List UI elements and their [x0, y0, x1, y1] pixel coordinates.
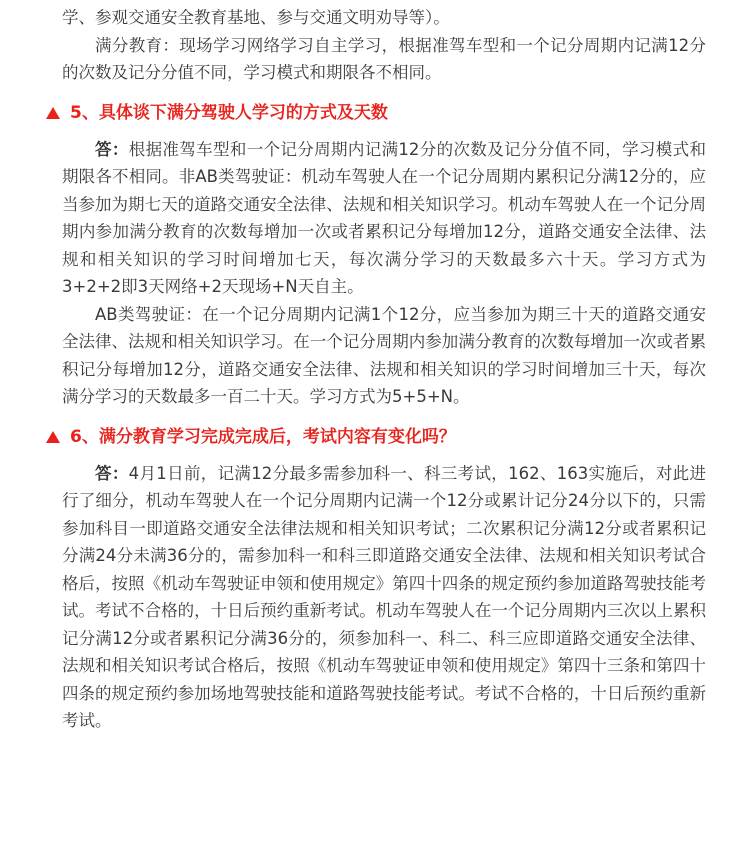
- section-6-answer-text: 4月1日前，记满12分最多需参加科一、科三考试，162、163实施后，对此进行了细分，机动车驾驶人在一个记分周期内记满一个12分或累计记分24分以下的，只需参加科目一即道路交通安全法律法规和相关知识考试；二次累积记分满12分或者累积记分满24分未满36分的，需参加科一和科三即道路交通安全法律、法规和相关知识考试合格后，按照《机动车驾驶证申领和使用规定》第四十四条的规定预约参加道路驾驶技能考试。考试不合格的，十日后预约重新考试。机动车驾驶人在一个记分周期内三次以上累积记分满12分或者累积记分满36分的，须参加科一、科二、科三应即道路交通安全法律、法规和相关知识考试合格后，按照《机动车驾驶证申领和使用规定》第四十三条和第四十四条的规定预约参加场地驾驶技能和道路驾驶技能考试。考试不合格的，十日后预约重新考试。: [62, 463, 707, 730]
- section-5-ab-paragraph: AB类驾驶证：在一个记分周期内记满1个12分，应当参加为期三十天的道路交通安全法律、法规和相关知识学习。在一个记分周期内参加满分教育的次数每增加一次或者累积记分每增加12分，道路交通安全法律、法规和相关知识的学习时间增加三十天，每次满分学习的天数最多一百二十天。学习方式为5+5+N。: [62, 304, 706, 406]
- section-5-answer-text: 根据准驾车型和一个记分周期内记满12分的次数及记分分值不同，学习模式和期限各不相同。非AB类驾驶证：机动车驾驶人在一个记分周期内累积记分满12分的，应当参加为期七天的道路交通安全法律、法规和相关知识学习。机动车驾驶人在一个记分周期内参加满分教育的次数每增加一次或者累积记分每增加12分，道路交通安全法律、法规和相关知识的学习时间增加七天，每次满分学习的天数最多六十天。学习方式为3+2+2即3天网络+2天现场+N天自主。: [62, 139, 707, 296]
- answer-label: 答：: [95, 463, 129, 483]
- triangle-bullet-icon: [46, 431, 60, 443]
- section-5-answer: [62, 136, 706, 301]
- answer-label: 答：: [95, 139, 129, 159]
- section-6-heading-text: 6、满分教育学习完成完成后，考试内容有变化吗？: [70, 426, 456, 447]
- section-5-heading: [46, 101, 706, 125]
- triangle-bullet-icon: [46, 107, 60, 119]
- full-score-paragraph: 满分教育：现场学习网络学习自主学习，根据准驾车型和一个记分周期内记满12分的次数及记分分值不同，学习模式和期限各不相同。: [62, 35, 706, 82]
- section-6-answer: [62, 460, 706, 735]
- intro-line-tail: 学、参观交通安全教育基地、参与交通文明劝导等）。: [62, 8, 450, 27]
- section-6-heading: [46, 425, 706, 449]
- section-5-heading-text: 5、具体谈下满分驾驶人学习的方式及天数: [70, 102, 388, 123]
